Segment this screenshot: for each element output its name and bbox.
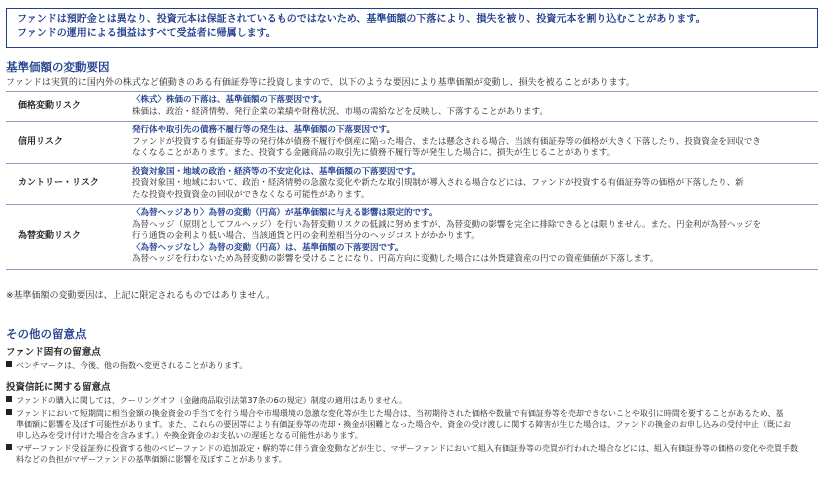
square-bullet-icon [6,409,12,415]
investment-trust-list [6,395,816,467]
risk-name: カントリー・リスク [6,163,118,205]
risk-name: 信用リスク [6,122,118,164]
square-bullet-icon [6,396,12,402]
risk-row [6,163,818,205]
square-bullet-icon [6,444,12,450]
risk-detail-line: ファンドが投資する有価証券等の発行体が債務不履行や倒産に陥った場合、または懸念される場合、当該有価証券等の価格が大きく下落したり、投資資金を回収でき [132,136,761,147]
risk-row [6,122,818,164]
risk-row [6,205,818,270]
bullet-line [6,443,816,454]
bullet-text: ファンドの購入に関しては、クーリングオフ（金融商品取引法第37条の6の規定）制度の適用はありません。 [16,396,408,405]
principal-loss-notice-box [6,8,818,48]
risk-detail-line: なくなることがあります。また、投資する金融商品の取引先に債務不履行等が発生した場合に、損失が生じることがあります。 [132,148,616,158]
risk-summary-line: 〈為替ヘッジあり〉為替の変動（円高）が基準価額に与える影響は限定的です。 [132,208,438,218]
risk-description [118,163,818,205]
risk-name: 為替変動リスク [6,205,118,270]
bullet-item [6,395,816,406]
risk-description [118,205,818,270]
risk-summary-line: 〈株式〉株価の下落は、基準価額の下落要因です。 [132,95,327,105]
bullet-text: 料などの負担がマザーファンドの基準価額に影響を及ぼすことがあります。 [16,455,287,464]
risk-detail-line: 株価は、政治・経済情勢、発行企業の業績や財務状況、市場の需給などを反映し、下落することがあります。 [132,106,548,117]
risk-name: 価格変動リスク [6,92,118,122]
investment-trust-heading: 投資信託に関する留意点 [6,382,111,393]
risk-section-intro: ファンドは実質的に国内外の株式など値動きのある有価証券等に投資しますので、以下のような要因により基準価額が変動し、損失を被ることがあります。 [6,78,635,88]
notice-line-2: ファンドの運用による損益はすべて受益者に帰属します。 [17,28,276,39]
fund-specific-heading: ファンド固有の留意点 [6,347,101,358]
other-notes-heading: その他の留意点 [6,327,87,341]
bullet-line [6,395,816,406]
risk-detail-line: たな投資や投資資金の回収ができなくなる可能性があります。 [132,189,370,200]
risk-note: ※基準価額の変動要因は、上記に限定されるものではありません。 [6,291,276,301]
notice-line-1: ファンドは預貯金とは異なり、投資元本は保証されているものではないため、基準価額の下落により、損失を被り、投資元本を割り込むことがあります。 [17,14,706,25]
bullet-line [6,360,816,371]
risk-detail-line: 為替ヘッジ（原則としてフルヘッジ）を行い為替変動リスクの低減に努めますが、為替変動の影響を完全に排除できるとは限りません。また、円金利が為替ヘッジを [132,219,762,230]
bullet-line [6,454,816,465]
bullet-text: ファンドにおいて短期間に相当金額の換金資金の手当てを行う場合や市場環境の急激な変化等が生じた場合は、当初期待された価格や数量で有価証券等を売却できないことや取引に時間を要することがあるため、基 [16,409,784,418]
bullet-line [6,419,816,430]
bullet-item [6,360,816,371]
fund-specific-list [6,360,816,373]
bullet-text: 申し込みを受け付けた場合を含みます。）や換金資金のお支払いの遅延となる可能性があります。 [16,431,363,440]
risk-summary-line: 発行体や取引先の債務不履行等の発生は、基準価額の下落要因です。 [132,125,395,135]
square-bullet-icon [6,361,12,367]
risk-detail-line: 投資対象国・地域において、政治・経済情勢の急激な変化や新たな取引規制が導入される場合などには、ファンドが投資する有価証券等の価格が下落したり、新 [132,178,744,188]
bullet-text: ベンチマークは、今後、他の指数へ変更されることがあります。 [16,361,248,370]
bullet-text: 準価額に影響を及ぼす可能性があります。また、これらの要因等により有価証券等の売却・換金が困難となった場合や、資金の受け渡しに関する障害が生じた場合は、ファンドの換金のお申し込みの受付中止（既にお [16,420,792,429]
risk-description [118,92,818,122]
risk-description [118,122,818,164]
risk-detail-line: 行う通貨の金利より低い場合、当該通貨と円の金利差相当分のヘッジコストがかかります。 [132,231,480,241]
bullet-line [6,430,816,441]
bullet-line [6,408,816,419]
bullet-item [6,408,816,441]
risk-summary-line: 〈為替ヘッジなし〉為替の変動（円高）は、基準価額の下落要因です。 [132,242,404,253]
risk-detail-line: 為替ヘッジを行わないため為替変動の影響を受けることになり、円高方向に変動した場合には外貨建資産の円での資産価値が下落します。 [132,254,659,264]
risk-factor-table [6,91,818,270]
bullet-text: マザーファンド受益証券に投資する他のベビーファンドの追加設定・解約等に伴う資金変動などが生じ、マザーファンドにおいて組入有価証券等の売買が行われた場合などには、組入有価証券等の価格の変化や売買手数 [16,444,798,453]
risk-section-heading: 基準価額の変動要因 [6,60,110,74]
risk-row [6,92,818,122]
risk-summary-line: 投資対象国・地域の政治・経済等の不安定化は、基準価額の下落要因です。 [132,166,421,177]
bullet-item [6,443,816,465]
